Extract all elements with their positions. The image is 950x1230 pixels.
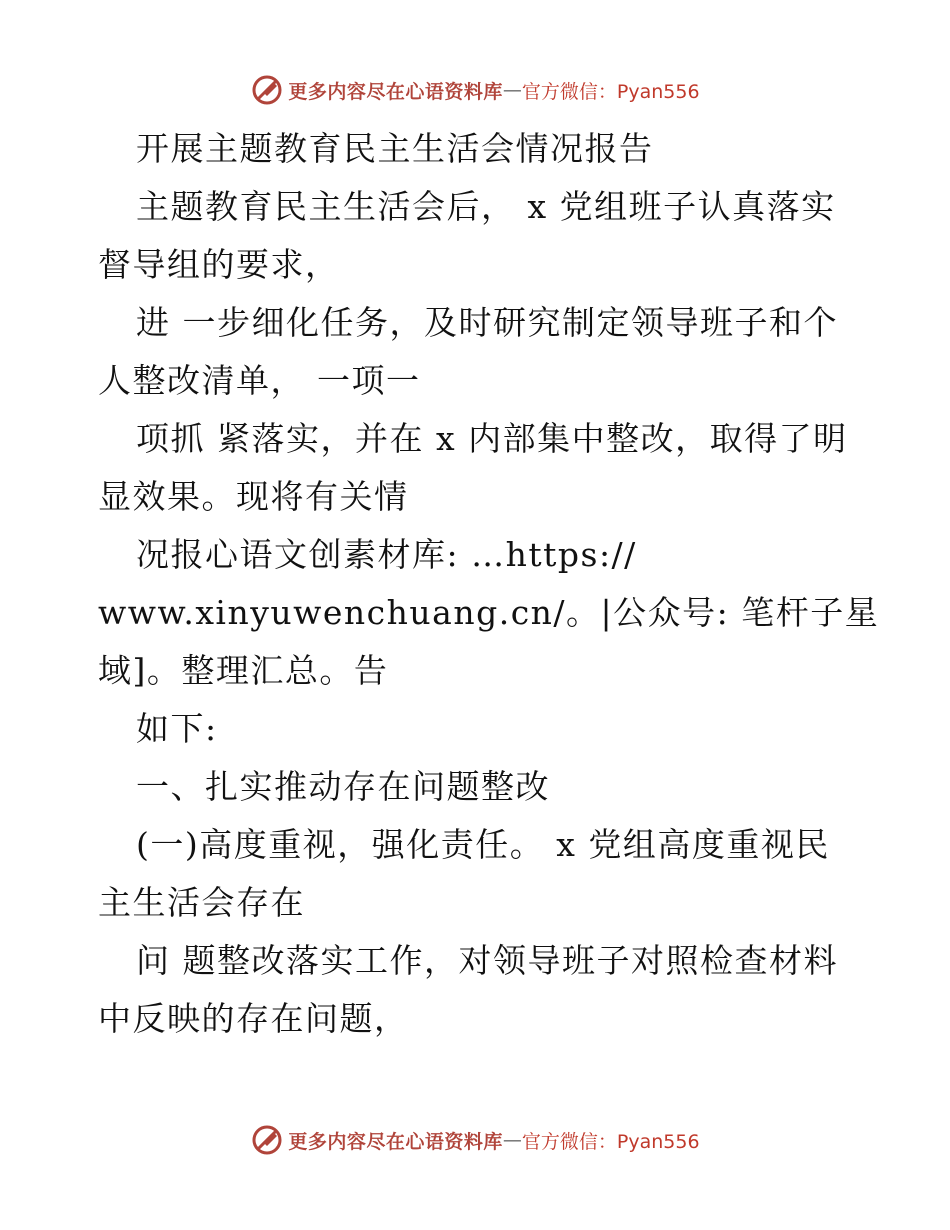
paragraph-line: 况报心语文创素材库: …https:// [136,535,637,574]
header-wechat-text: 官方微信：Pyan556 [521,80,700,103]
paragraph-line: 主生活会存在 [98,883,305,922]
paragraph-line: (一)高度重视，强化责任。 x 党组高度重视民 [136,825,830,864]
section-heading: 一、扎实推动存在问题整改 [136,767,550,806]
paragraph-line: www.xinyuwenchuang.cn/。|公众号: 笔杆子星 [98,593,880,632]
paragraph-line: 项抓 紧落实，并在 x 内部集中整改，取得了明 [136,419,848,458]
paragraph-line: 问 题整改落实工作，对领导班子对照检查材料 [136,941,838,980]
footer-watermark [0,1120,950,1160]
paragraph-line: 进 一步细化任务，及时研究制定领导班子和个 [136,303,838,342]
document-title: 开展主题教育民主生活会情况报告 [136,129,654,168]
document-body [98,120,880,1048]
footer-site-text: 更多内容尽在心语资料库 [288,1130,503,1153]
paragraph-line: 主题教育民主生活会后， x 党组班子认真落实 [136,187,836,226]
footer-wechat-text: 官方微信：Pyan556 [521,1130,700,1153]
paragraph-line: 显效果。现将有关情 [98,477,409,516]
header-watermark [0,70,950,110]
header-site-text: 更多内容尽在心语资料库 [288,80,503,103]
paragraph-line: 督导组的要求， [98,245,340,284]
footer-separator: — [502,1129,522,1151]
logo-icon [250,73,284,107]
paragraph-line: 中反映的存在问题， [98,999,409,1038]
paragraph-line: 域]。整理汇总。告 [98,651,389,690]
header-separator: — [502,79,522,101]
logo-icon [250,1123,284,1157]
paragraph-line: 人整改清单， 一项一 [98,361,421,400]
paragraph-line: 如下: [136,709,218,748]
